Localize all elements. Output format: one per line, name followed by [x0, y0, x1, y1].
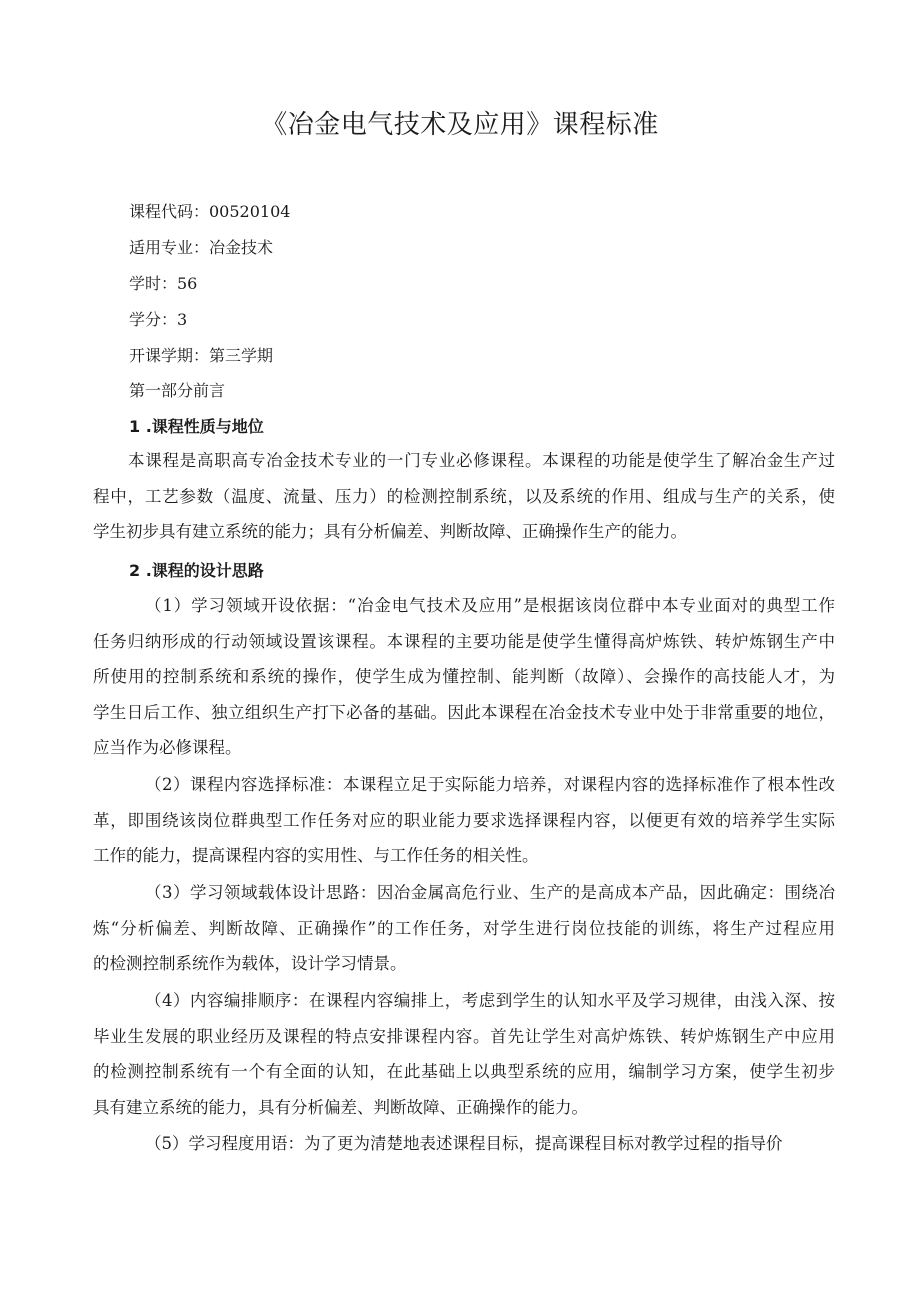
- text-line: 炼“分析偏差、判断故障、正确操作”的工作任务，对学生进行岗位技能的训练，将生产过程应用: [93, 918, 835, 938]
- section-heading-nature: 1 .课程性质与地位: [129, 417, 264, 436]
- paragraph-design-1: [93, 588, 835, 766]
- text-line: 革，即围绕该岗位群典型工作任务对应的职业能力要求选择课程内容，以便更有效的培养学生实际: [93, 810, 835, 830]
- text-line: 任务归纳形成的行动领域设置该课程。本课程的主要功能是使学生懂得高炉炼铁、转炉炼钢生产中: [93, 631, 835, 651]
- text-line: 应当作为必修课程。: [93, 738, 242, 757]
- text-line: 的检测控制系统作为载体，设计学习情景。: [93, 954, 407, 973]
- text-line: 本课程是高职高专冶金技术专业的一门专业必修课程。本课程的功能是使学生了解冶金生产过: [128, 451, 835, 470]
- course-code: 课程代码：00520104: [129, 202, 291, 221]
- text-line: 毕业生发展的职业经历及课程的特点安排课程内容。首先让学生对高炉炼铁、转炉炼钢生产中应用: [93, 1026, 835, 1046]
- semester: 开课学期：第三学期: [129, 346, 274, 365]
- text-line: 具有建立系统的能力，具有分析偏差、判断故障、正确操作的能力。: [93, 1097, 588, 1117]
- paragraph-design-4: [93, 983, 835, 1125]
- text-line: 工作的能力，提高课程内容的实用性、与工作任务的相关性。: [93, 846, 539, 865]
- credits: 学分：3: [129, 310, 188, 329]
- paragraph-nature: [93, 443, 835, 550]
- paragraph-design-2: [93, 767, 835, 874]
- text-line: 程中，工艺参数（温度、流量、压力）的检测控制系统，以及系统的作用、组成与生产的关系，使: [93, 486, 835, 506]
- paragraph-design-5: [93, 1126, 835, 1162]
- text-line: （2）课程内容选择标准：本课程立足于实际能力培养，对课程内容的选择标准作了根本性改: [145, 775, 835, 794]
- paragraph-design-3: [93, 875, 835, 982]
- class-hours: 学时：56: [129, 274, 198, 293]
- text-line: （1）学习领域开设依据：“冶金电气技术及应用”是根据该岗位群中本专业面对的典型工作: [145, 596, 835, 615]
- applicable-major: 适用专业：冶金技术: [129, 238, 274, 257]
- section-heading-design: 2 .课程的设计思路: [129, 561, 264, 580]
- text-line: （5）学习程度用语：为了更为清楚地表述课程目标，提高课程目标对教学过程的指导价: [145, 1134, 783, 1153]
- text-line: 所使用的控制系统和系统的操作，使学生成为懂控制、能判断（故障）、会操作的高技能人才，为: [93, 667, 835, 686]
- document-title: 《冶金电气技术及应用》课程标准: [261, 110, 659, 140]
- part-one-heading: 第一部分前言: [129, 381, 226, 400]
- text-line: 学生日后工作、独立组织生产打下必备的基础。因此本课程在冶金技术专业中处于非常重要的地位，: [93, 702, 835, 722]
- text-line: 的检测控制系统有一个有全面的认知，在此基础上以典型系统的应用，编制学习方案，使学生初步: [93, 1062, 835, 1081]
- text-line: （3）学习领域载体设计思路：因冶金属高危行业、生产的是高成本产品，因此确定：围绕冶: [145, 883, 835, 902]
- text-line: （4）内容编排顺序：在课程内容编排上，考虑到学生的认知水平及学习规律，由浅入深、按: [145, 991, 835, 1010]
- text-line: 学生初步具有建立系统的能力；具有分析偏差、判断故障、正确操作生产的能力。: [93, 522, 687, 541]
